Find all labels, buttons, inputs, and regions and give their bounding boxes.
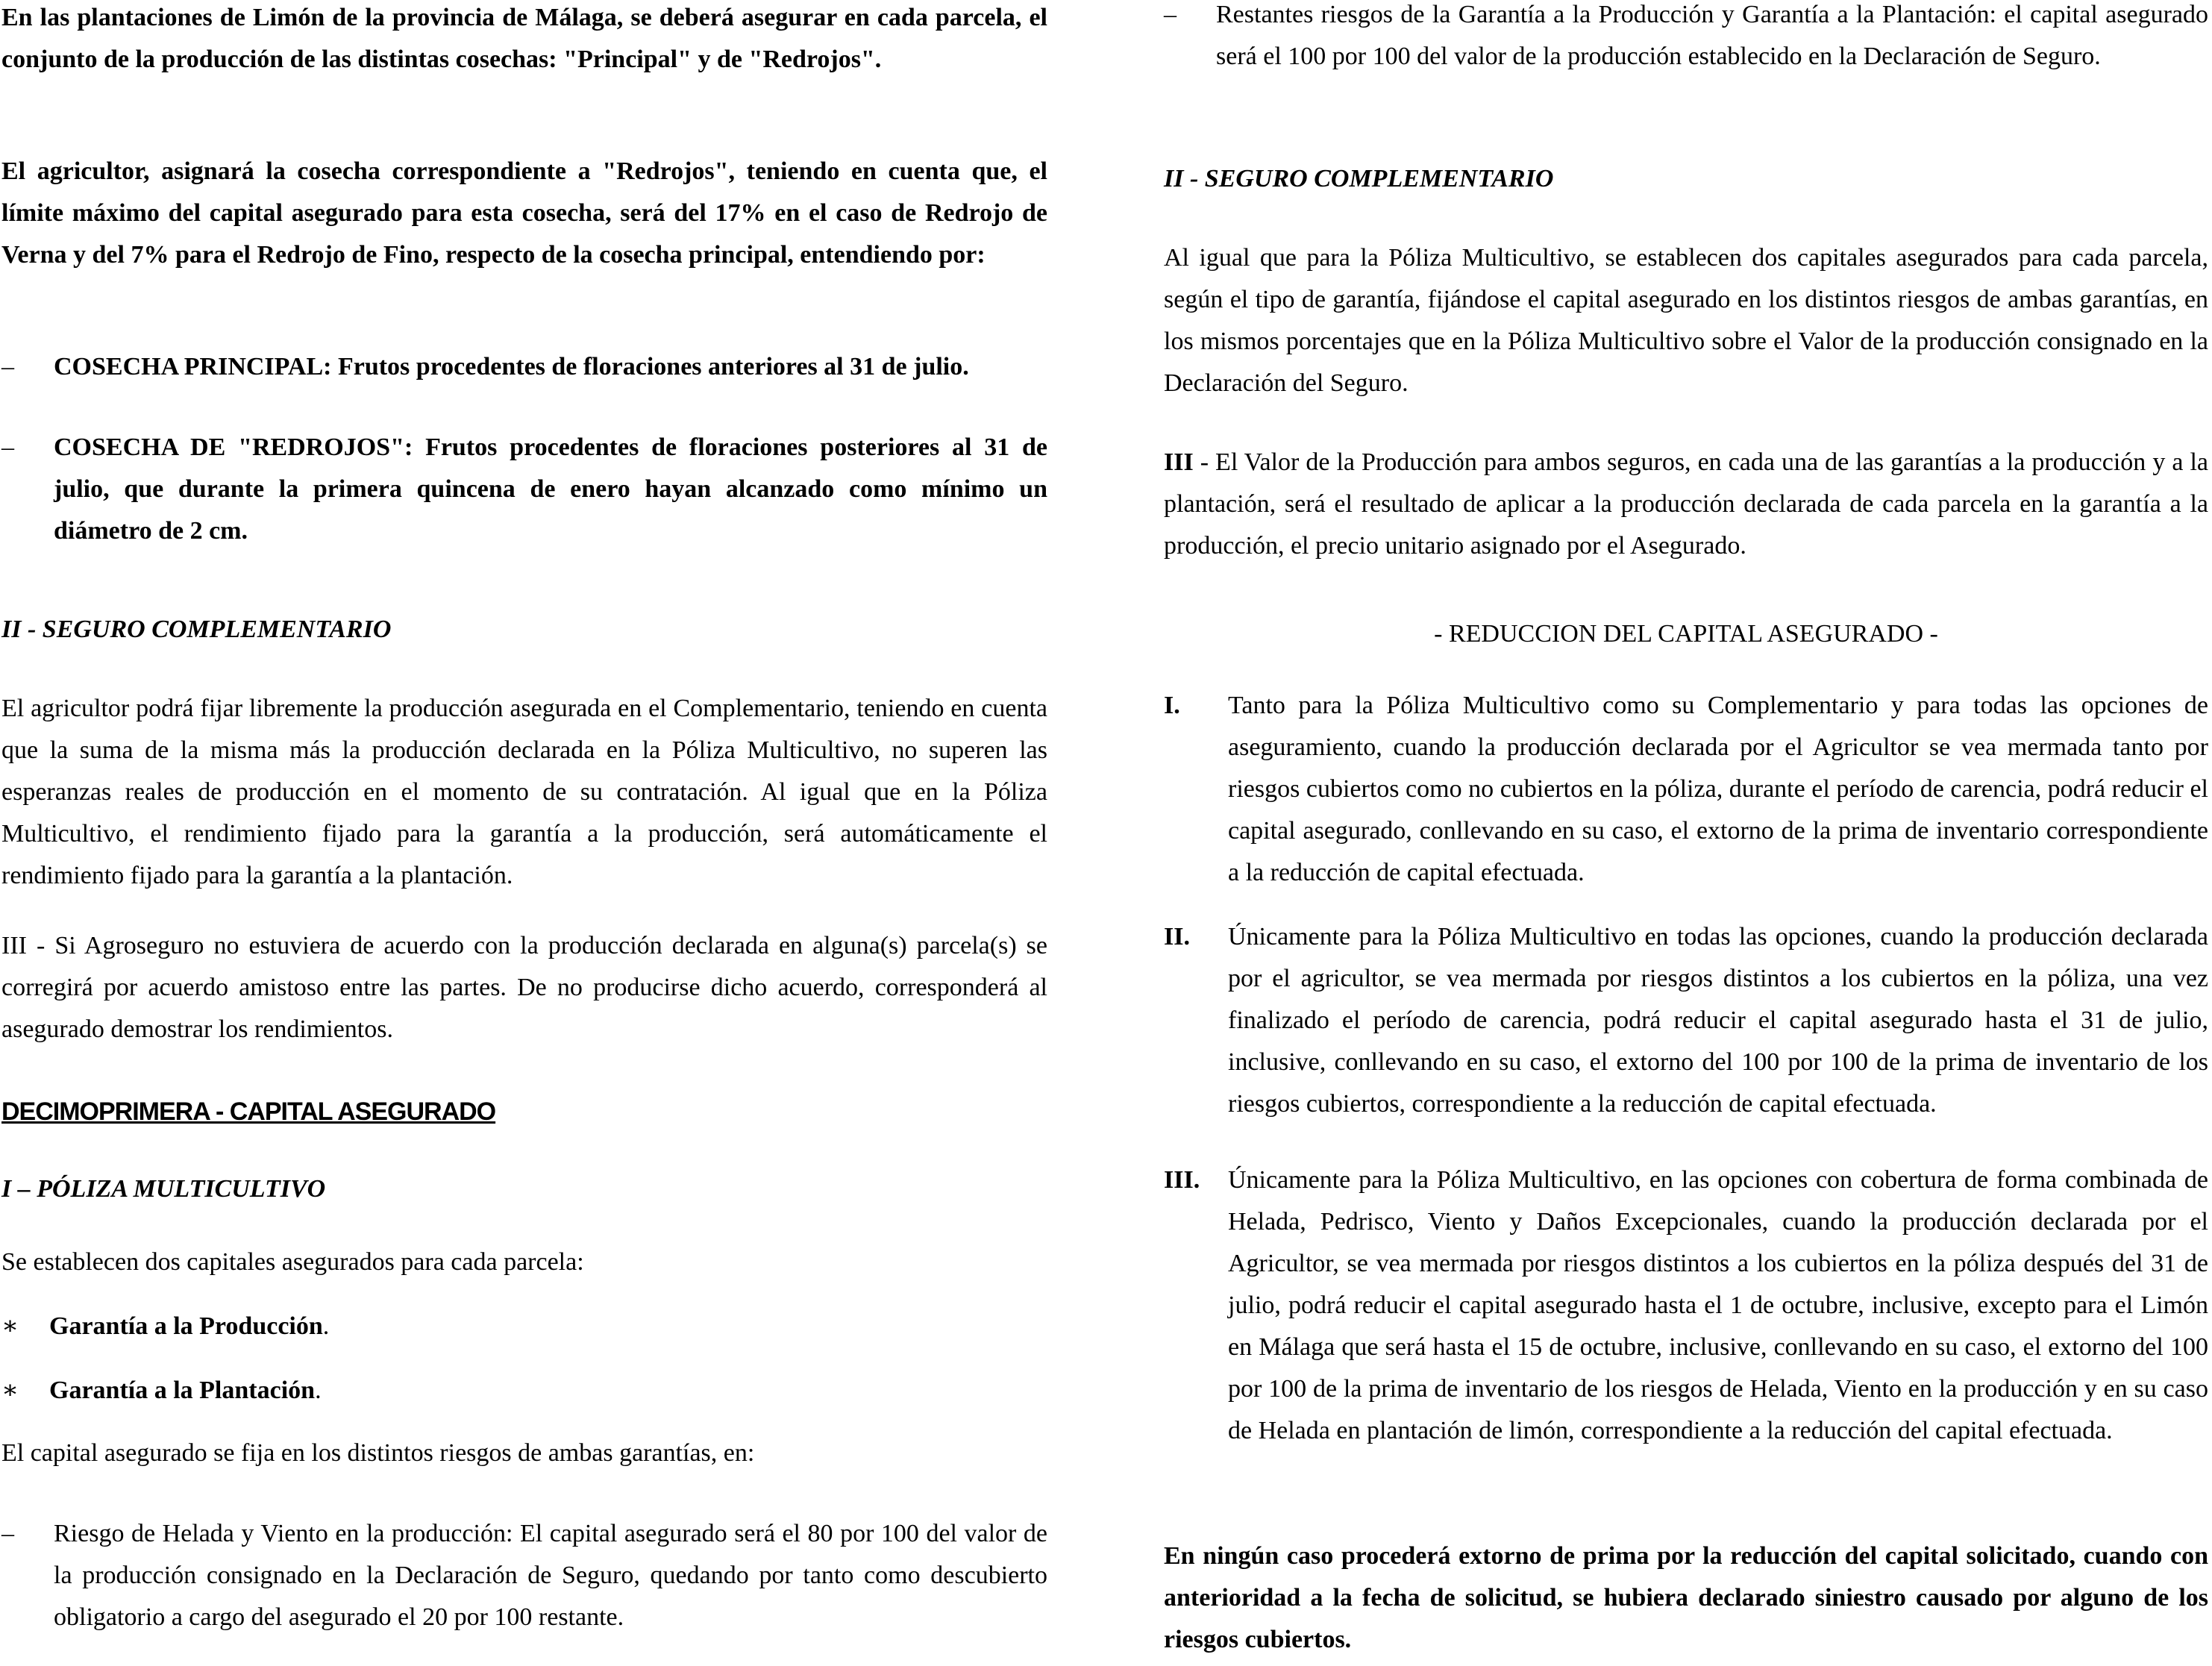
definition-text: COSECHA DE "REDROJOS": Frutos procedentes de floraciones posteriores al 31 de julio, que durante la primera quincena de enero hayan alcanzado como mínimo un diámetro de 2 cm.: [54, 433, 1047, 545]
paragraph-complementario: El agricultor podrá fijar libremente la producción asegurada en el Complementario, teniendo en cuenta que la suma de la misma más la producción declarada en la Póliza Multicultivo, no superen las esperanzas reales de producción en el momento de su contratación. Al igual que en la Póliza Multicultivo, el rendimiento fijado para la garantía a la producción, será automáticamente el rendimiento fijado para la garantía a la plantación.: [1, 695, 1047, 889]
section-heading-capital-asegurado: DECIMOPRIMERA - CAPITAL ASEGURADO: [1, 1097, 496, 1126]
heading-seguro-complementario-right: II - SEGURO COMPLEMENTARIO: [1164, 165, 1554, 192]
risk-text: Riesgo de Helada y Viento en la producción: El capital asegurado será el 80 por 100 del valor de la producción consignado en la Declaración de Seguro, quedando por tanto como descubierto obligatorio a cargo del asegurado el 20 por 100 restante.: [54, 1520, 1047, 1631]
garantia-plantacion-item: ∗ Garantía a la Plantación.: [1, 1370, 322, 1412]
reduccion-item-3: [1164, 1159, 2208, 1452]
dash-bullet: –: [1, 353, 14, 381]
paragraph-valor-produccion: III - El Valor de la Producción para ambos seguros, en cada una de las garantías a la producción y a la plantación, será el resultado de aplicar a la producción declarada de cada parcela en la garantía a la producción, el precio unitario asignado por el Asegurado.: [1164, 448, 2208, 560]
reduccion-text: Tanto para la Póliza Multicultivo como su Complementario y para todas las opciones de aseguramiento, cuando la producción declarada por el Agricultor se vea mermada tanto por riesgos cubiertos como no cubiertos en la póliza, durante el período de carencia, podrá reducir el capital asegurado, conllevando en su caso, el extorno de la prima de inventario correspondiente a la reducción de capital efectuada.: [1228, 692, 2208, 886]
risk-restantes: [1164, 0, 2208, 78]
garantia-produccion-item: ∗ Garantía a la Producción.: [1, 1306, 329, 1347]
risk-text: Restantes riesgos de la Garantía a la Producción y Garantía a la Plantación: el capital asegurado será el 100 por 100 del valor de la producción establecido en la Declaración de Seguro.: [1216, 1, 2208, 70]
asterisk-bullet: ∗: [1, 1377, 19, 1404]
paragraph-igual-multicultivo: Al igual que para la Póliza Multicultivo, se establecen dos capitales asegurados para cada parcela, según el tipo de garantía, fijándose el capital asegurado en los distintos riesgos de ambas garantías, en los mismos porcentajes que en la Póliza Multicultivo sobre el Valor de la producción consignado en la Declaración del Seguro.: [1164, 244, 2208, 397]
paragraph-final-extorno: En ningún caso procederá extorno de prima por la reducción del capital solicitado, cuando con anterioridad a la fecha de solicitud, se hubiera declarado siniestro causado por alguno de los riesgos cubiertos.: [1164, 1542, 2208, 1653]
roman-numeral: I.: [1164, 692, 1180, 719]
reduccion-text: Únicamente para la Póliza Multicultivo en todas las opciones, cuando la producción declarada por el agricultor, se vea mermada por riesgos distintos a los cubiertos en la póliza, una vez finalizado el período de carencia, podrá reducir el capital asegurado hasta el 31 de julio, inclusive, conllevando en su caso, el extorno del 100 por 100 de la prima de inventario de los riesgos cubiertos, correspondiente a la reducción de capital efectuada.: [1228, 923, 2208, 1118]
paragraph-plantaciones: En las plantaciones de Limón de la provincia de Málaga, se deberá asegurar en cada parcela, el conjunto de la producción de las distintas cosechas: "Principal" y de "Redrojos".: [1, 4, 1047, 73]
reduccion-text: Únicamente para la Póliza Multicultivo, en las opciones con cobertura de forma combinada de Helada, Pedrisco, Viento y Daños Excepcionales, cuando la producción declarada por el Agricultor, se vea mermada por riesgos distintos a los cubiertos en la póliza después del 31 de julio, podrá reducir el capital asegurado hasta el 1 de octubre, inclusive, excepto para el Limón en Málaga que será hasta el 15 de octubre, inclusive, conllevando en su caso, el extorno del 100 por 100 de la prima de inventario de los riesgos de Helada, Viento en la producción y en su caso de Helada en plantación de limón, correspondiente a la reducción del capital efectuada.: [1228, 1166, 2208, 1444]
garantia-label: Garantía a la Producción: [49, 1312, 323, 1340]
roman-numeral: III.: [1164, 1166, 1200, 1194]
asterisk-bullet: ∗: [1, 1312, 19, 1340]
paragraph-dos-capitales: Se establecen dos capitales asegurados para cada parcela:: [1, 1248, 584, 1276]
heading-poliza-multicultivo: I – PÓLIZA MULTICULTIVO: [1, 1175, 326, 1203]
heading-seguro-complementario: II - SEGURO COMPLEMENTARIO: [1, 616, 392, 643]
roman-numeral: II.: [1164, 923, 1190, 951]
reduccion-item-2: [1164, 916, 2208, 1125]
reduccion-item-1: [1164, 685, 2208, 894]
paragraph-label: III: [1164, 448, 1194, 476]
dash-bullet: –: [1164, 1, 1177, 28]
paragraph-asignacion-redrojos: El agricultor, asignará la cosecha correspondiente a "Redrojos", teniendo en cuenta que, el límite máximo del capital asegurado para esta cosecha, será del 17% en el caso de Redrojo de Verna y del 7% para el Redrojo de Fino, respecto de la cosecha principal, entendiendo por:: [1, 157, 1047, 269]
garantia-label: Garantía a la Plantación: [49, 1377, 316, 1404]
heading-reduccion-capital: - REDUCCION DEL CAPITAL ASEGURADO -: [1434, 620, 1938, 648]
dash-bullet: –: [1, 1520, 14, 1547]
paragraph-capital-fija: El capital asegurado se fija en los distintos riesgos de ambas garantías, en:: [1, 1439, 755, 1467]
definition-text: COSECHA PRINCIPAL: Frutos procedentes de floraciones anteriores al 31 de julio.: [54, 353, 969, 381]
definition-cosecha-redrojos: [1, 427, 1047, 552]
definition-cosecha-principal: [1, 346, 1047, 388]
dash-bullet: –: [1, 433, 14, 461]
paragraph-agroseguro: III - Si Agroseguro no estuviera de acuerdo con la producción declarada en alguna(s) parcela(s) se corregirá por acuerdo amistoso entre las partes. De no producirse dicho acuerdo, corresponderá al asegurado demostrar los rendimientos.: [1, 932, 1047, 1043]
risk-helada-viento: [1, 1513, 1047, 1638]
